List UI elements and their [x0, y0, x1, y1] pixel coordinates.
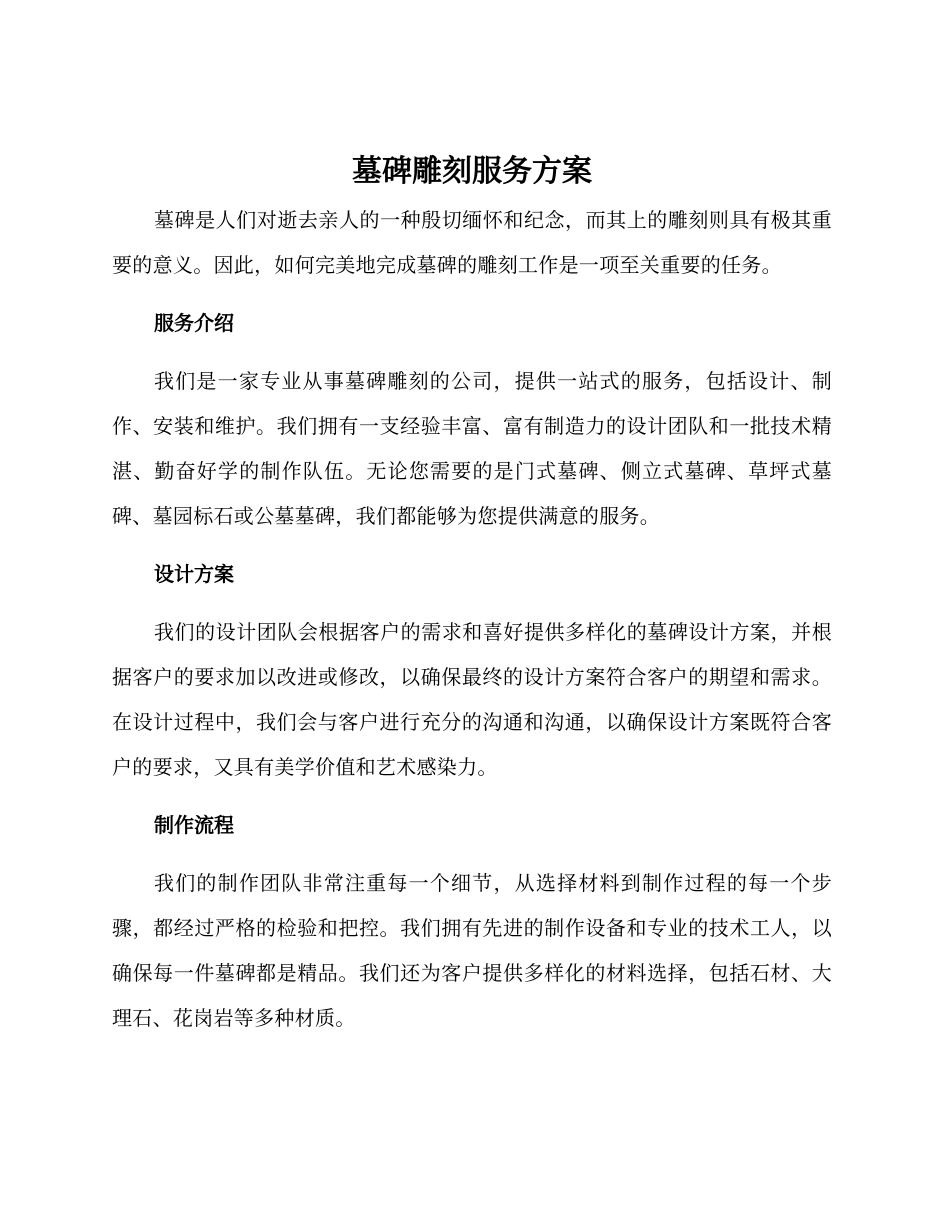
section-heading-service-intro: 服务介绍 [154, 311, 234, 335]
section-heading-design-plan: 设计方案 [154, 562, 234, 586]
section-body-design-plan: 我们的设计团队会根据客户的需求和喜好提供多样化的墓碑设计方案，并根据客户的要求加以改进或修改，以确保最终的设计方案符合客户的期望和需求。在设计过程中，我们会与客户进行充分的沟通和沟通，以确保设计方案既符合客户的要求，又具有美学价值和艺术感染力。 [112, 620, 832, 779]
section-heading-production-process: 制作流程 [154, 813, 234, 837]
document-page [112, 150, 832, 1041]
document-title: 墓碑雕刻服务方案 [352, 154, 592, 189]
section-body-service-intro: 我们是一家专业从事墓碑雕刻的公司，提供一站式的服务，包括设计、制作、安装和维护。我们拥有一支经验丰富、富有制造力的设计团队和一批技术精湛、勤奋好学的制作队伍。无论您需要的是门式墓碑、侧立式墓碑、草坪式墓碑、墓园标石或公墓墓碑，我们都能够为您提供满意的服务。 [112, 369, 832, 528]
section-body-production-process: 我们的制作团队非常注重每一个细节，从选择材料到制作过程的每一个步骤，都经过严格的检验和把控。我们拥有先进的制作设备和专业的技术工人，以确保每一件墓碑都是精品。我们还为客户提供多样化的材料选择，包括石材、大理石、花岗岩等多种材质。 [112, 871, 832, 1030]
intro-paragraph: 墓碑是人们对逝去亲人的一种殷切缅怀和纪念，而其上的雕刻则具有极其重要的意义。因此，如何完美地完成墓碑的雕刻工作是一项至关重要的任务。 [112, 208, 832, 277]
